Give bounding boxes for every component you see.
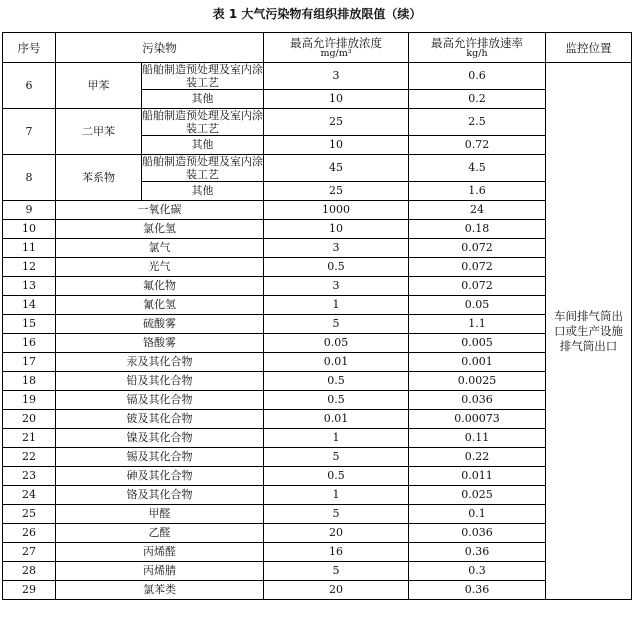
row-number: 28 [3,562,56,581]
table-row [3,239,632,258]
row-number: 26 [3,524,56,543]
pollutant-name: 铅及其化合物 [56,372,264,391]
concentration-value: 0.01 [264,353,409,372]
rate-value: 0.0025 [409,372,546,391]
pollutant-name: 镉及其化合物 [56,391,264,410]
row-number: 17 [3,353,56,372]
row-number: 13 [3,277,56,296]
process-category: 船舶制造预处理及室内涂装工艺 [142,109,263,135]
row-number: 20 [3,410,56,429]
table-caption: 表 1 大气污染物有组织排放限值（续） [212,7,422,21]
header-concentration [264,33,409,63]
row-number: 9 [3,201,56,220]
table-row [3,63,632,90]
pollutant-name: 锡及其化合物 [56,448,264,467]
header-rate [409,33,546,63]
process-category: 其他 [142,90,264,109]
pollutant-name: 氯苯类 [56,581,264,600]
row-number: 16 [3,334,56,353]
concentration-value: 25 [264,109,409,136]
rate-value: 0.036 [409,524,546,543]
rate-value: 0.36 [409,581,546,600]
rate-value: 0.072 [409,277,546,296]
concentration-value: 0.5 [264,391,409,410]
table-row [3,391,632,410]
concentration-value: 3 [264,63,409,90]
rate-value: 0.2 [409,90,546,109]
pollutant-name: 镍及其化合物 [56,429,264,448]
table-row [3,505,632,524]
concentration-value: 10 [264,90,409,109]
concentration-value: 20 [264,524,409,543]
rate-value: 0.00073 [409,410,546,429]
table-row [3,315,632,334]
row-number: 12 [3,258,56,277]
row-number: 14 [3,296,56,315]
emission-limits-table [2,32,632,600]
header-concentration-label: 最高允许排放浓度 [290,35,382,50]
concentration-value: 5 [264,562,409,581]
concentration-value: 0.01 [264,410,409,429]
pollutant-name: 氯气 [56,239,264,258]
table-row [3,581,632,600]
rate-value: 0.18 [409,220,546,239]
header-rate-label: 最高允许排放速率 [431,35,523,50]
row-number: 23 [3,467,56,486]
pollutant-name: 铬酸雾 [56,334,264,353]
concentration-value: 3 [264,239,409,258]
table-row [3,429,632,448]
concentration-value: 0.5 [264,258,409,277]
pollutant-name: 乙醛 [56,524,264,543]
process-category: 其他 [142,136,264,155]
table-row [3,524,632,543]
row-number: 29 [3,581,56,600]
row-number: 25 [3,505,56,524]
table-row [3,372,632,391]
concentration-value: 10 [264,220,409,239]
table-row [3,201,632,220]
rate-value: 4.5 [409,155,546,182]
table-row [3,467,632,486]
rate-value: 0.025 [409,486,546,505]
row-number: 22 [3,448,56,467]
row-number: 11 [3,239,56,258]
pollutant-name: 铬及其化合物 [56,486,264,505]
row-number: 7 [3,109,56,155]
table-row [3,155,632,182]
concentration-value: 1 [264,296,409,315]
row-number: 15 [3,315,56,334]
row-number: 21 [3,429,56,448]
table-row [3,277,632,296]
process-category: 船舶制造预处理及室内涂装工艺 [142,63,263,89]
concentration-value: 0.5 [264,372,409,391]
header-rate-unit: kg/h [466,47,488,59]
rate-value: 1.1 [409,315,546,334]
table-row [3,562,632,581]
concentration-value: 5 [264,505,409,524]
table-row [3,220,632,239]
concentration-value: 0.5 [264,467,409,486]
rate-value: 24 [409,201,546,220]
header-concentration-unit: mg/m³ [320,47,352,59]
concentration-value: 10 [264,136,409,155]
rate-value: 0.072 [409,258,546,277]
rate-value: 0.11 [409,429,546,448]
pollutant-name: 甲苯 [56,63,142,109]
concentration-value: 0.05 [264,334,409,353]
rate-value: 0.22 [409,448,546,467]
table-row [3,109,632,136]
concentration-value: 1000 [264,201,409,220]
table-row [3,353,632,372]
header-row [3,33,632,63]
monitor-location: 车间排气筒出口或生产设施排气筒出口 [546,63,632,600]
concentration-value: 45 [264,155,409,182]
rate-value: 2.5 [409,109,546,136]
rate-value: 0.036 [409,391,546,410]
header-seq: 序号 [3,33,56,63]
table-row [3,448,632,467]
process-category: 其他 [142,182,264,201]
row-number: 6 [3,63,56,109]
concentration-value: 3 [264,277,409,296]
table-row [3,296,632,315]
concentration-value: 5 [264,448,409,467]
table-row [3,486,632,505]
pollutant-name: 丙烯醛 [56,543,264,562]
table-body [3,63,632,600]
rate-value: 0.1 [409,505,546,524]
row-number: 24 [3,486,56,505]
row-number: 8 [3,155,56,201]
row-number: 10 [3,220,56,239]
rate-value: 0.072 [409,239,546,258]
rate-value: 0.001 [409,353,546,372]
pollutant-name: 氯化氢 [56,220,264,239]
concentration-value: 1 [264,429,409,448]
pollutant-name: 丙烯腈 [56,562,264,581]
pollutant-name: 氟化物 [56,277,264,296]
concentration-value: 20 [264,581,409,600]
header-pollutant: 污染物 [56,33,264,63]
pollutant-name: 氰化氢 [56,296,264,315]
row-number: 27 [3,543,56,562]
pollutant-name: 铍及其化合物 [56,410,264,429]
rate-value: 0.005 [409,334,546,353]
rate-value: 1.6 [409,182,546,201]
pollutant-name: 二甲苯 [56,109,142,155]
rate-value: 0.72 [409,136,546,155]
concentration-value: 25 [264,182,409,201]
pollutant-name: 甲醛 [56,505,264,524]
pollutant-name: 一氧化碳 [56,201,264,220]
concentration-value: 5 [264,315,409,334]
rate-value: 0.011 [409,467,546,486]
pollutant-name: 苯系物 [56,155,142,201]
pollutant-name: 光气 [56,258,264,277]
table-row [3,543,632,562]
rate-value: 0.3 [409,562,546,581]
row-number: 18 [3,372,56,391]
pollutant-name: 硫酸雾 [56,315,264,334]
table-row [3,258,632,277]
row-number: 19 [3,391,56,410]
header-monitor: 监控位置 [546,33,632,63]
rate-value: 0.6 [409,63,546,90]
concentration-value: 16 [264,543,409,562]
table-row [3,334,632,353]
table-row [3,410,632,429]
concentration-value: 1 [264,486,409,505]
pollutant-name: 汞及其化合物 [56,353,264,372]
pollutant-name: 砷及其化合物 [56,467,264,486]
rate-value: 0.36 [409,543,546,562]
rate-value: 0.05 [409,296,546,315]
process-category: 船舶制造预处理及室内涂装工艺 [142,155,263,181]
